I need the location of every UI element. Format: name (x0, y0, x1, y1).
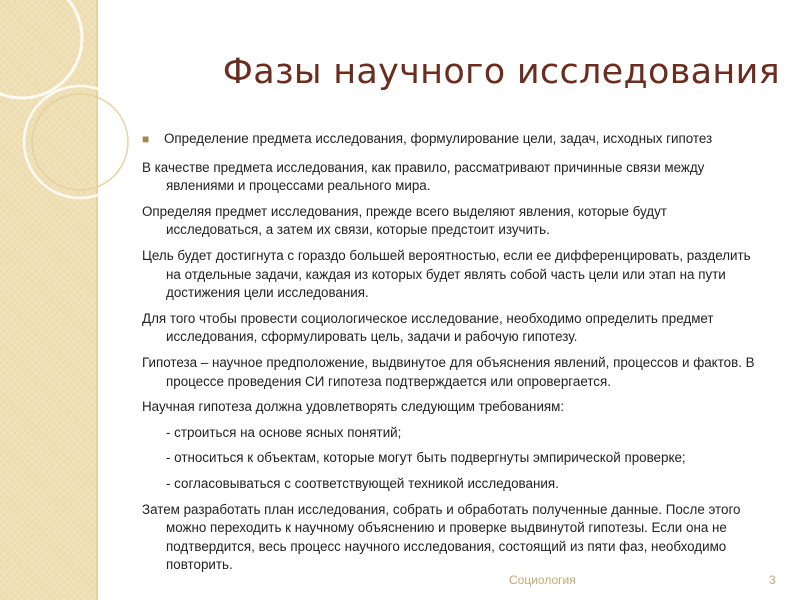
paragraph: Определяя предмет исследования, прежде всего выделяют явления, которые будут исследоваться, а затем их связи, которые предстоит изучить. (142, 203, 667, 238)
bullet-item (142, 130, 764, 149)
page-number: 3 (769, 573, 776, 587)
requirement-item: - строиться на основе ясных понятий; (166, 424, 402, 440)
final-paragraph: Затем разработать план исследования, собрать и обработать полученные данные. После этого можно переходить к научному объяснению и проверке выдвинутой гипотезы. Если она не подтвердится, весь процесс научного исследования, состоящий из пяти фаз, необходимо повторить. (142, 501, 741, 573)
footer-label: Социология (509, 573, 576, 587)
requirement-item: - относиться к объектам, которые могут быть подвергнуты эмпирической проверке; (166, 450, 686, 466)
paragraph: Гипотеза – научное предположение, выдвинутое для объяснения явлений, процессов и фактов. В процессе проведения СИ гипотеза подтверждается или опровергается. (142, 354, 755, 389)
decorative-circles (0, 0, 140, 260)
requirement-item: - согласовываться с соответствующей техникой исследования. (166, 475, 559, 491)
bullet-text: Определение предмета исследования, формулирование цели, задач, исходных гипотез (164, 131, 713, 146)
slide-title: Фазы научного исследования (222, 52, 780, 92)
paragraph: Цель будет достигнута с гораздо большей вероятностью, если ее дифференцировать, разделить на отдельные задачи, каждая из которых будет являть собой часть цели или этап на пути достижения цели исследования. (142, 247, 751, 301)
paragraph: В качестве предмета исследования, как правило, рассматривают причинные связи между явлениями и процессами реального мира. (142, 159, 705, 194)
paragraph: Научная гипотеза должна удовлетворять следующим требованиям: (142, 399, 565, 415)
slide-content (142, 130, 764, 582)
paragraph: Для того чтобы провести социологическое исследование, необходимо определить предмет исследования, сформулировать цель, задачи и рабочую гипотезу. (142, 310, 714, 345)
bullet-icon: ■ (142, 132, 150, 146)
